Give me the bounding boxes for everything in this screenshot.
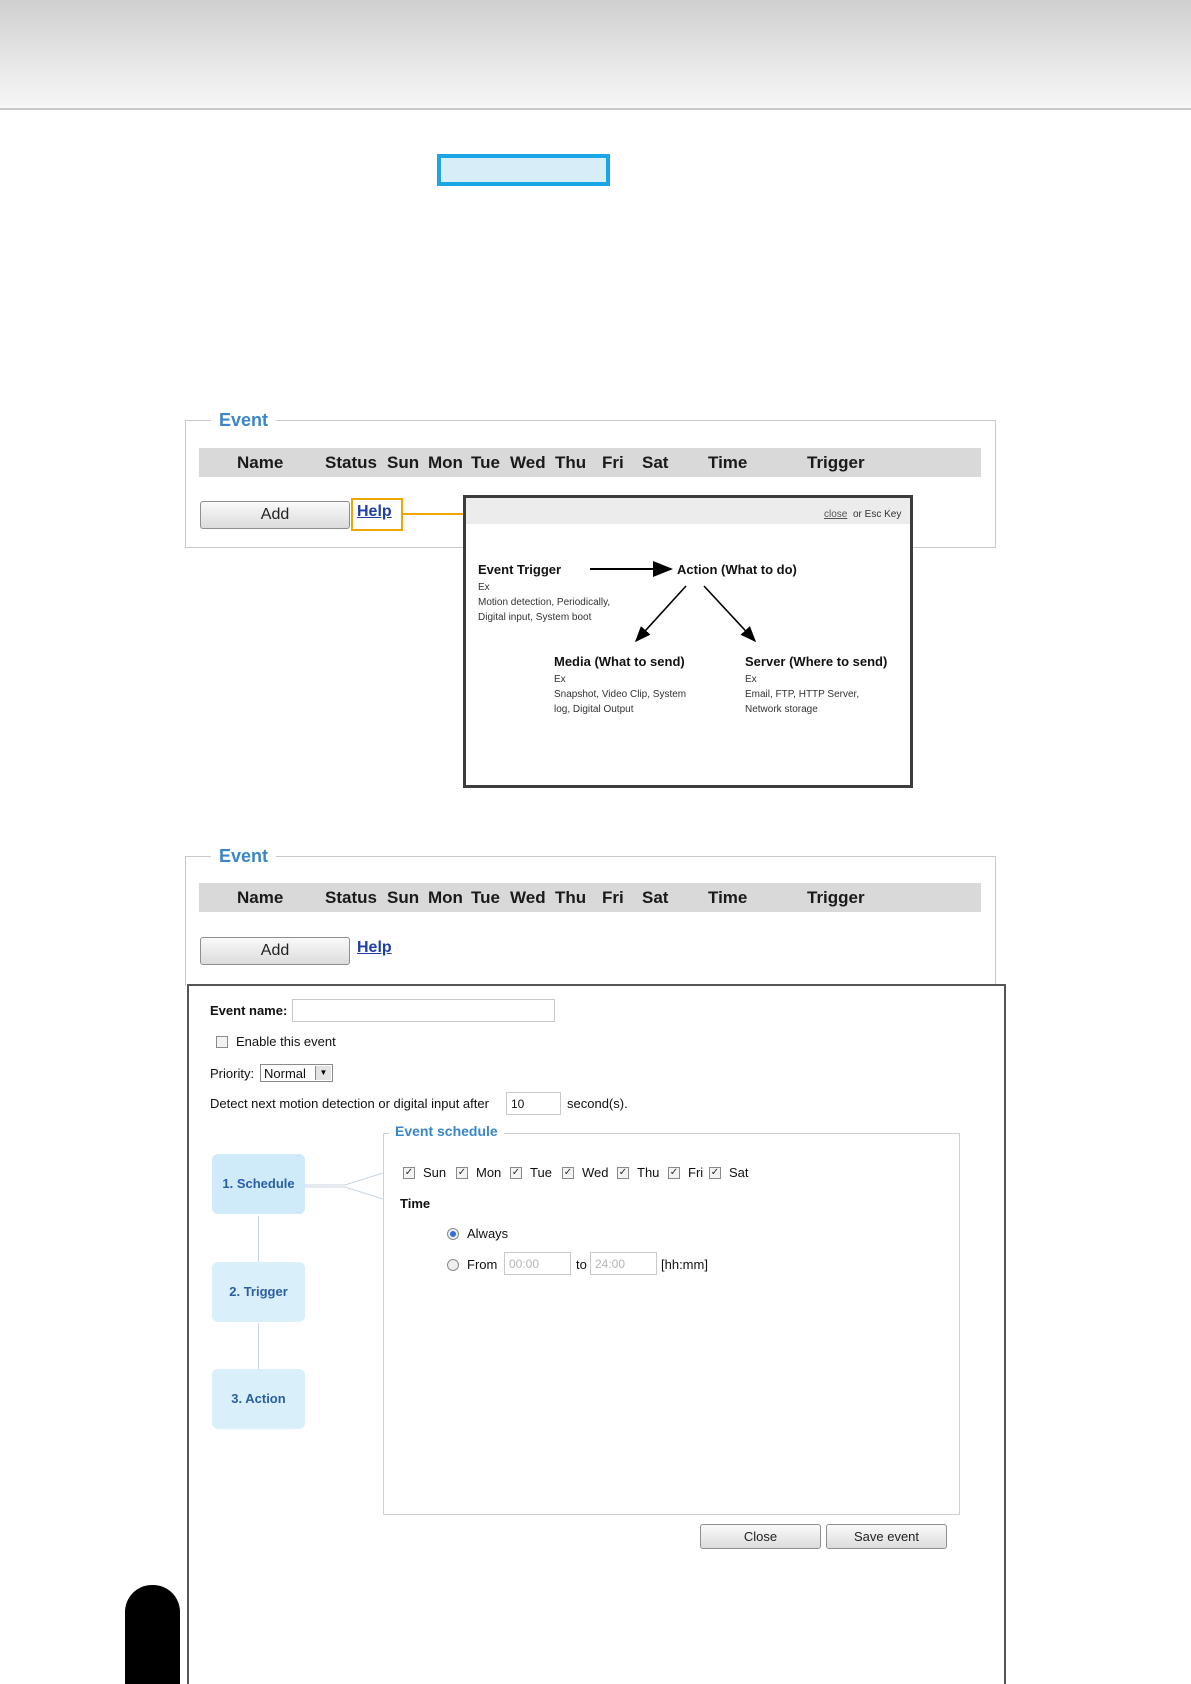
day-label-mon: Mon — [476, 1165, 502, 1180]
day-checkbox-sun[interactable]: ✓ — [404, 1167, 414, 1178]
detect-seconds-input[interactable] — [506, 1092, 561, 1115]
day-checkbox-thu[interactable]: ✓ — [618, 1167, 628, 1178]
col-thu: Thu — [555, 888, 587, 907]
detect-label: Detect next motion detection or digital input after — [210, 1096, 489, 1111]
col-trigger: Trigger — [807, 453, 865, 472]
col-name: Name — [237, 453, 284, 472]
enable-event-checkbox[interactable] — [216, 1036, 228, 1048]
day-label-tue: Tue — [530, 1165, 552, 1180]
col-time: Time — [708, 453, 748, 472]
save-event-button[interactable]: Save event — [826, 1524, 947, 1549]
step-connector-2 — [258, 1323, 259, 1369]
add-button[interactable]: Add — [200, 501, 350, 529]
event-name-label: Event name: — [210, 1003, 288, 1018]
event-legend: Event — [219, 410, 269, 430]
popup-close-link[interactable]: close — [824, 509, 848, 520]
time-format-label: [hh:mm] — [661, 1257, 708, 1272]
col-sat: Sat — [642, 888, 669, 907]
page-header-band — [0, 0, 1191, 110]
col-status: Status — [325, 888, 377, 907]
day-label-wed: Wed — [582, 1165, 609, 1180]
col-mon: Mon — [428, 888, 463, 907]
event-table-header-2 — [199, 883, 981, 912]
help-popup — [463, 495, 913, 788]
callout-line — [403, 513, 465, 515]
day-checkbox-fri[interactable]: ✓ — [669, 1167, 679, 1178]
close-button[interactable]: Close — [700, 1524, 821, 1549]
page-side-tab — [125, 1585, 180, 1684]
always-label: Always — [467, 1226, 509, 1241]
arrow-action-to-server — [704, 586, 755, 641]
enable-event-label: Enable this event — [236, 1034, 336, 1049]
col-status: Status — [325, 453, 377, 472]
col-fri: Fri — [602, 888, 624, 907]
help-link-2[interactable]: Help — [357, 939, 392, 956]
event-schedule-group — [383, 1133, 960, 1515]
media-line2: log, Digital Output — [554, 704, 634, 715]
col-sat: Sat — [642, 453, 669, 472]
event-trigger-line2: Digital input, System boot — [478, 612, 592, 623]
event-trigger-ex: Ex — [478, 582, 490, 593]
day-checkbox-mon[interactable]: ✓ — [457, 1167, 467, 1178]
server-ex: Ex — [745, 674, 757, 685]
server-line1: Email, FTP, HTTP Server, — [745, 689, 860, 700]
step-pointer — [305, 1171, 385, 1201]
col-name: Name — [237, 888, 284, 907]
day-checkbox-tue[interactable]: ✓ — [511, 1167, 521, 1178]
day-label-fri: Fri — [688, 1165, 704, 1180]
day-label-thu: Thu — [637, 1165, 660, 1180]
highlight-label-box — [437, 154, 610, 186]
col-thu: Thu — [555, 453, 587, 472]
event-legend-2: Event — [219, 846, 269, 866]
event-table-header — [199, 448, 981, 477]
server-line2: Network storage — [745, 704, 818, 715]
step-schedule[interactable]: 1. Schedule — [212, 1154, 305, 1214]
always-radio[interactable] — [447, 1228, 459, 1240]
event-panel-2 — [185, 846, 996, 986]
priority-label: Priority: — [210, 1066, 255, 1081]
event-trigger-title: Event Trigger — [478, 562, 562, 577]
arrow-action-to-media — [636, 586, 686, 641]
popup-close-hint: or Esc Key — [853, 509, 902, 520]
col-wed: Wed — [510, 888, 546, 907]
step-action[interactable]: 3. Action — [212, 1369, 305, 1429]
col-wed: Wed — [510, 453, 546, 472]
priority-select[interactable] — [260, 1064, 333, 1082]
add-button-2[interactable]: Add — [200, 937, 350, 965]
server-title: Server (Where to send) — [745, 654, 888, 669]
col-mon: Mon — [428, 453, 463, 472]
media-ex: Ex — [554, 674, 566, 685]
step-trigger[interactable]: 2. Trigger — [212, 1262, 305, 1322]
media-line1: Snapshot, Video Clip, System — [554, 689, 687, 700]
time-label: Time — [400, 1196, 431, 1211]
priority-value: Normal — [264, 1066, 306, 1081]
day-checkbox-sat[interactable]: ✓ — [710, 1167, 720, 1178]
day-label-sat: Sat — [729, 1165, 749, 1180]
from-label: From — [467, 1257, 498, 1272]
col-tue: Tue — [471, 453, 500, 472]
col-fri: Fri — [602, 453, 624, 472]
day-label-sun: Sun — [423, 1165, 447, 1180]
event-settings-dialog — [187, 984, 1006, 1684]
action-title: Action (What to do) — [677, 562, 797, 577]
col-tue: Tue — [471, 888, 500, 907]
col-sun: Sun — [387, 888, 420, 907]
from-time-input[interactable] — [504, 1252, 571, 1275]
event-name-input[interactable] — [292, 999, 555, 1022]
help-link[interactable]: Help — [357, 503, 392, 520]
event-trigger-line1: Motion detection, Periodically, — [478, 597, 611, 608]
media-title: Media (What to send) — [554, 654, 685, 669]
detect-unit: second(s). — [567, 1096, 628, 1111]
event-schedule-legend: Event schedule — [389, 1123, 504, 1139]
col-trigger: Trigger — [807, 888, 865, 907]
step-connector-1 — [258, 1216, 259, 1262]
to-label: to — [576, 1257, 587, 1272]
flow-arrows — [466, 498, 910, 785]
from-radio[interactable] — [447, 1259, 459, 1271]
to-time-input[interactable] — [590, 1252, 657, 1275]
day-checkbox-wed[interactable]: ✓ — [563, 1167, 573, 1178]
col-time: Time — [708, 888, 748, 907]
chevron-down-icon: ▼ — [315, 1066, 331, 1080]
col-sun: Sun — [387, 453, 420, 472]
